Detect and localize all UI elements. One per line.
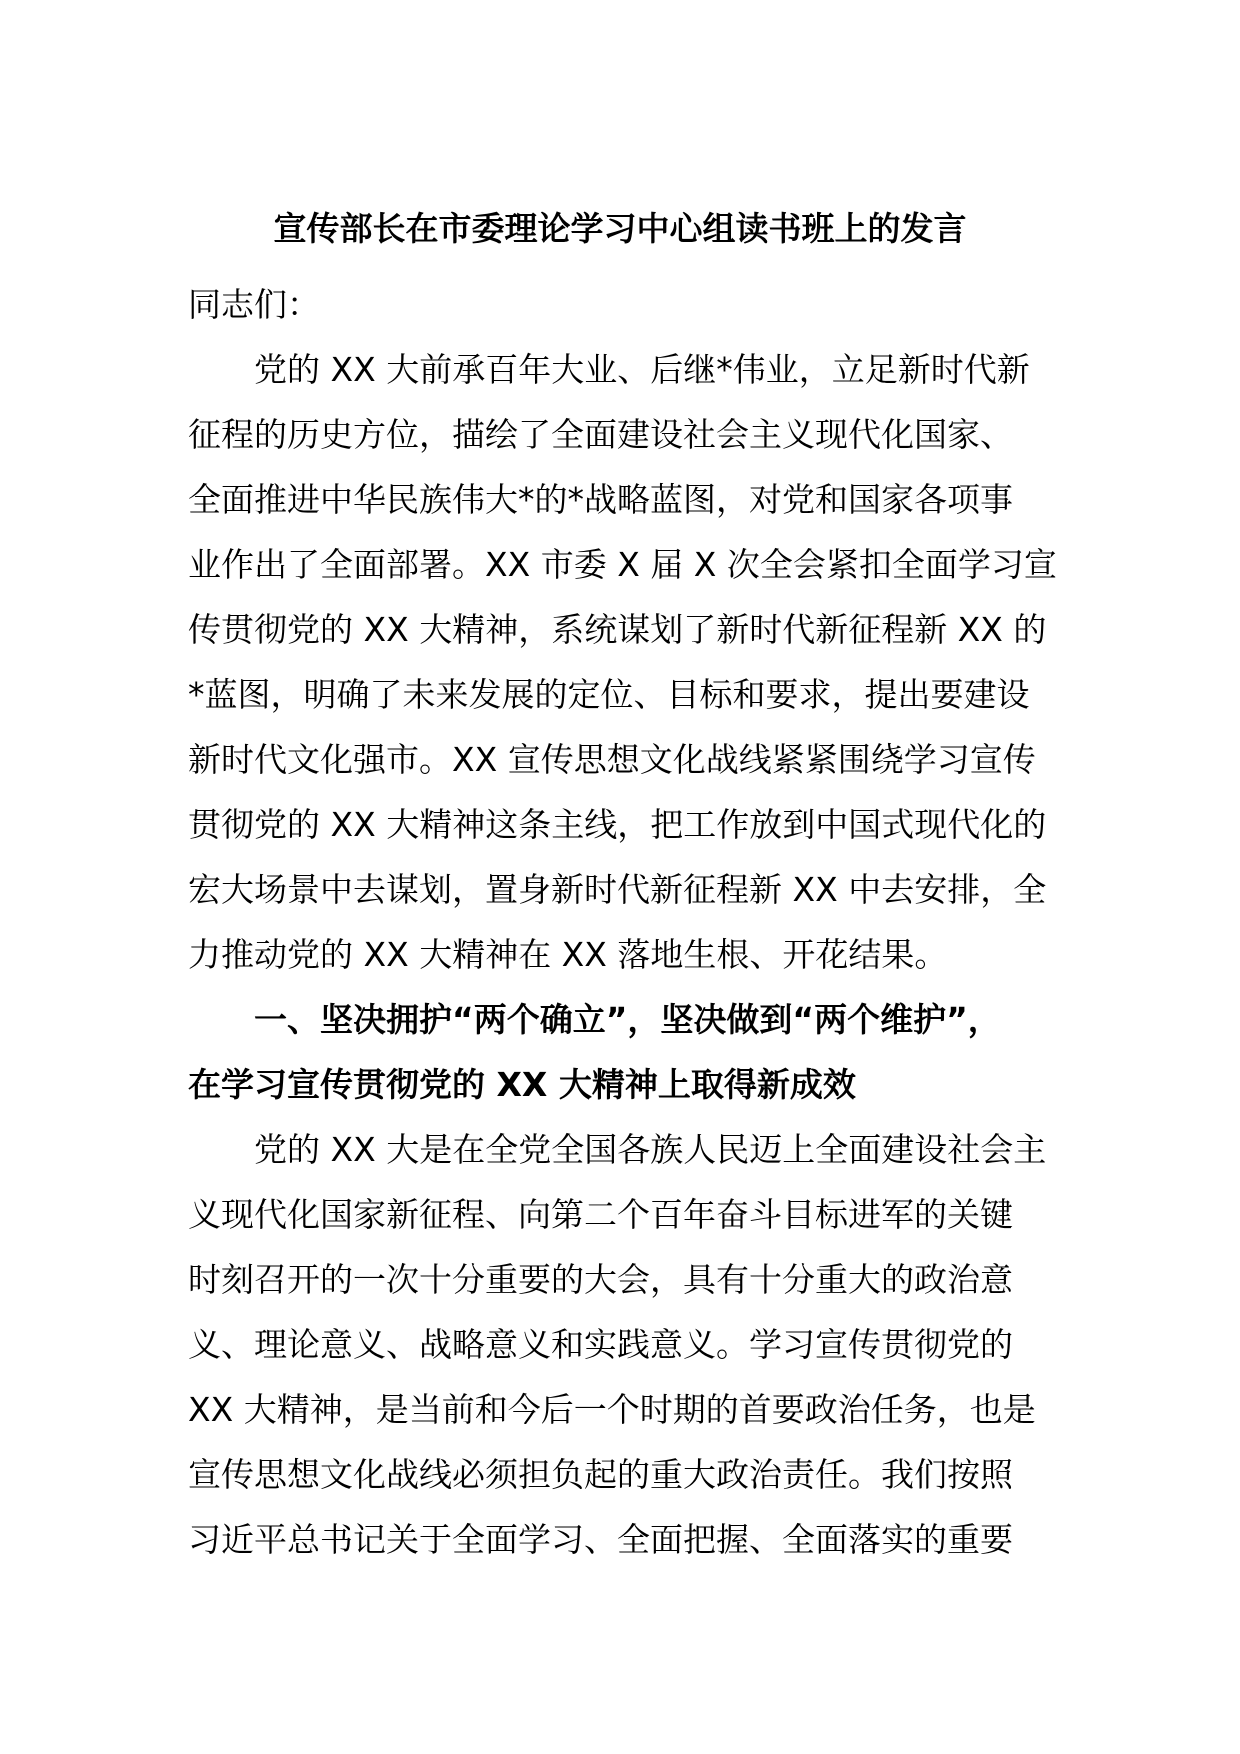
paragraph-line: 宏大场景中去谋划，置身新时代新征程新 XX 中去安排，全 [188,870,1047,909]
salutation: 同志们： [188,285,320,324]
document-title: 宣传部长在市委理论学习中心组读书班上的发言 [273,209,967,248]
paragraph-line: 贯彻党的 XX 大精神这条主线，把工作放到中国式现代化的 [188,805,1047,844]
section-heading: 在学习宣传贯彻党的 XX 大精神上取得新成效 [188,1065,856,1104]
paragraph-line: *蓝图，明确了未来发展的定位、目标和要求，提出要建设 [188,675,1030,714]
paragraph-line: 义现代化国家新征程、向第二个百年奋斗目标进军的关键 [188,1195,1013,1234]
section-heading: 一、坚决拥护“两个确立”，坚决做到“两个维护”， [254,1000,1001,1039]
paragraph-line: 业作出了全面部署。XX 市委 X 届 X 次全会紧扣全面学习宣 [188,545,1057,584]
paragraph-line: XX 大精神，是当前和今后一个时期的首要政治任务，也是 [188,1390,1036,1429]
paragraph-line: 义、理论意义、战略意义和实践意义。学习宣传贯彻党的 [188,1325,1013,1364]
paragraph-line: 党的 XX 大是在全党全国各族人民迈上全面建设社会主 [254,1130,1047,1169]
paragraph-line: 习近平总书记关于全面学习、全面把握、全面落实的重要 [188,1520,1013,1559]
paragraph-line: 力推动党的 XX 大精神在 XX 落地生根、开花结果。 [188,935,948,974]
paragraph-line: 党的 XX 大前承百年大业、后继*伟业，立足新时代新 [254,350,1030,389]
paragraph-line: 全面推进中华民族伟大*的*战略蓝图，对党和国家各项事 [188,480,1013,519]
paragraph-line: 传贯彻党的 XX 大精神，系统谋划了新时代新征程新 XX 的 [188,610,1047,649]
paragraph-line: 宣传思想文化战线必须担负起的重大政治责任。我们按照 [188,1455,1013,1494]
paragraph-line: 新时代文化强市。XX 宣传思想文化战线紧紧围绕学习宣传 [188,740,1036,779]
document-body [188,272,1068,1572]
paragraph-line: 征程的历史方位，描绘了全面建设社会主义现代化国家、 [188,415,1013,454]
paragraph-line: 时刻召开的一次十分重要的大会，具有十分重大的政治意 [188,1260,1013,1299]
